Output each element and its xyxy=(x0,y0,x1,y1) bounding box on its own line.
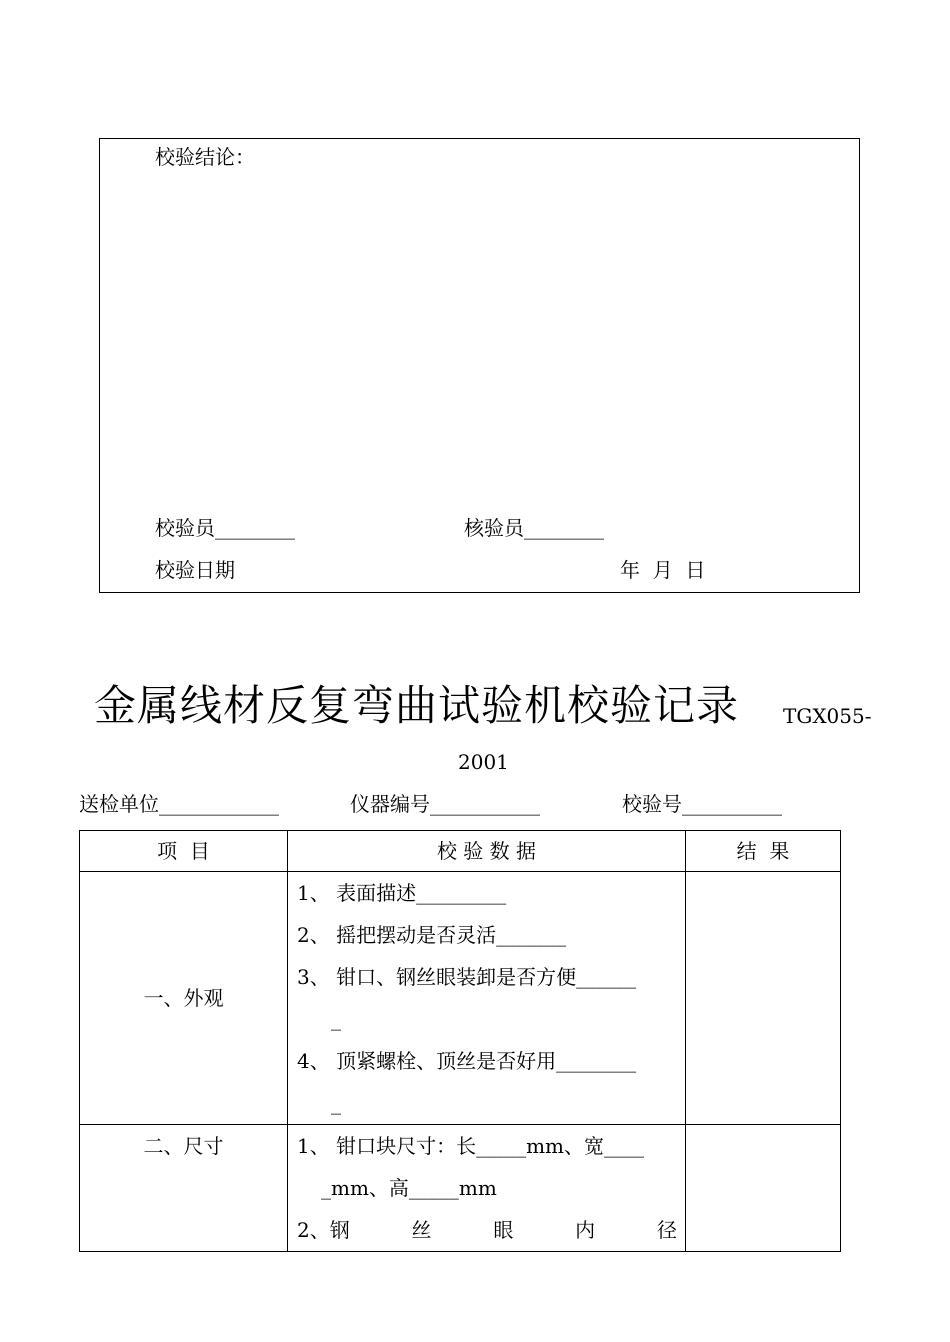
header-item: 项 目 xyxy=(80,831,288,872)
conclusion-label: 校验结论： xyxy=(155,145,255,169)
table-header-row xyxy=(80,831,841,872)
doc-code: TGX055- xyxy=(783,704,872,728)
spread-word: 丝 xyxy=(411,1218,432,1242)
row-data-dimensions xyxy=(288,1125,686,1252)
list-item: 2、 摇把摆动是否灵活_______ xyxy=(297,923,567,947)
spread-word: 眼 xyxy=(493,1218,514,1242)
calibration-table xyxy=(79,830,841,1252)
list-item-continuation: _ xyxy=(331,1091,341,1115)
row-result-dimensions xyxy=(686,1125,841,1252)
page-title: 金属线材反复弯曲试验机校验记录 xyxy=(94,681,740,730)
date-fields: 年 月 日 xyxy=(620,558,706,582)
list-item: 4、 顶紧螺栓、顶丝是否好用________ xyxy=(297,1049,637,1073)
list-item-continuation: _mm、高_____mm xyxy=(321,1176,497,1200)
list-item: 1、 钳口块尺寸：长_____mm、宽____ xyxy=(297,1134,645,1158)
row-result-appearance xyxy=(686,872,841,1125)
spread-word: 2、钢 xyxy=(297,1218,350,1242)
checker-field: 核验员________ xyxy=(464,516,604,540)
header-result: 结 果 xyxy=(686,831,841,872)
list-item: 3、 钳口、钢丝眼装卸是否方便______ xyxy=(297,965,637,989)
list-item-continuation: _ xyxy=(331,1007,341,1031)
spread-word: 内 xyxy=(575,1218,596,1242)
row-data-appearance xyxy=(288,872,686,1125)
calibration-number-field: 校验号__________ xyxy=(622,792,782,816)
date-label: 校验日期 xyxy=(155,558,235,582)
list-item: 1、 表面描述_________ xyxy=(297,881,507,905)
submitting-unit-field: 送检单位____________ xyxy=(79,792,279,816)
inspector-field: 校验员________ xyxy=(155,516,295,540)
list-item-spread xyxy=(288,1209,685,1251)
instrument-number-field: 仪器编号___________ xyxy=(350,792,540,816)
table-row xyxy=(80,872,841,1125)
spread-word: 径 xyxy=(656,1218,677,1242)
table-row xyxy=(80,1125,841,1252)
row-item-appearance: 一、外观 xyxy=(80,872,288,1125)
row-item-dimensions: 二、尺寸 xyxy=(80,1125,288,1252)
header-data: 校 验 数 据 xyxy=(288,831,686,872)
doc-code-year: 2001 xyxy=(458,750,509,774)
